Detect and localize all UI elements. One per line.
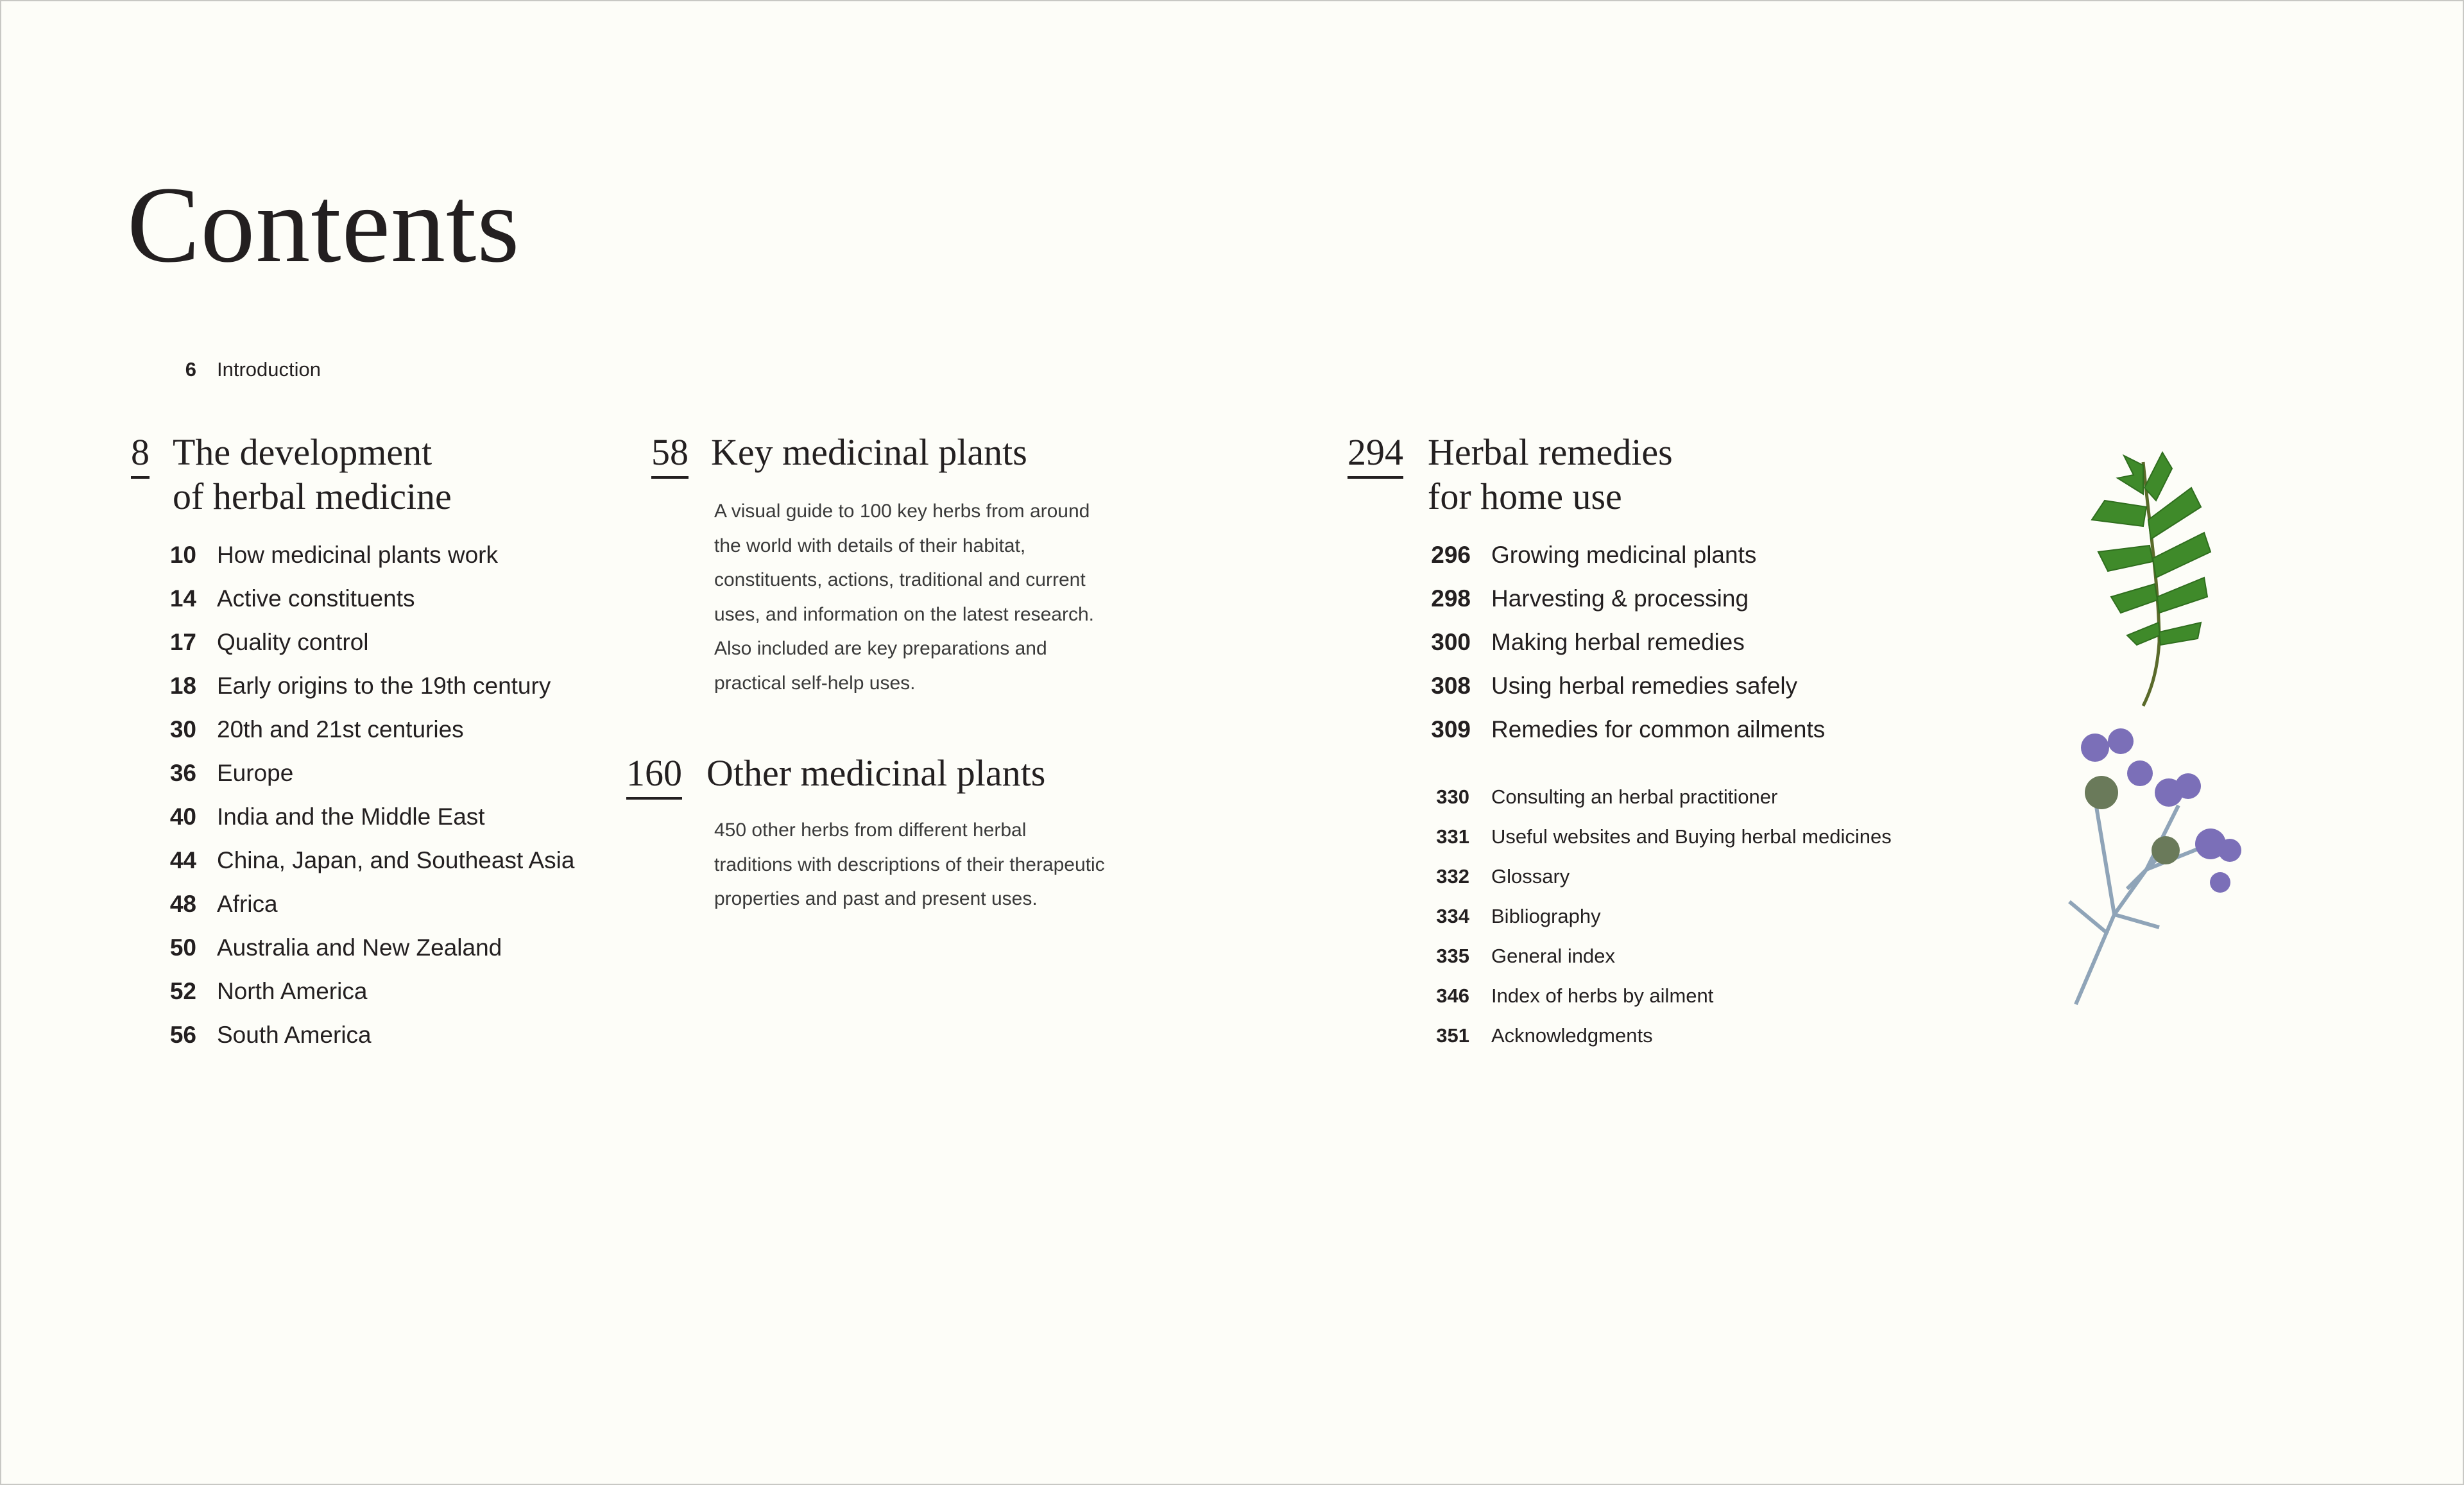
- page-number: 296: [1431, 542, 1471, 568]
- page-number: 346: [1436, 984, 1469, 1007]
- section-title-line: Other medicinal plants: [706, 752, 1046, 794]
- section-description: [714, 813, 1176, 916]
- entry-label: China, Japan, and Southeast Asia: [217, 847, 575, 873]
- page-number: 6: [185, 358, 196, 381]
- description-line: the world with details of their habitat,: [714, 535, 1026, 556]
- page-number: 36: [169, 760, 196, 786]
- page-number: 40: [169, 803, 196, 830]
- description-line: Also included are key preparations and: [714, 638, 1047, 659]
- section-title-development[interactable]: [173, 430, 452, 519]
- entry-label: Europe: [217, 760, 294, 786]
- section-page-number: 160: [626, 751, 682, 800]
- fern-leaf-illustration: [2047, 449, 2246, 712]
- section-page-number: 294: [1348, 430, 1403, 479]
- section-page-number: 8: [131, 430, 150, 479]
- entry-label: Useful websites and Buying herbal medicines: [1491, 825, 1892, 848]
- description-line: 450 other herbs from different herbal: [714, 820, 1027, 841]
- entry-label: Early origins to the 19th century: [217, 673, 551, 699]
- page-number: 17: [169, 629, 196, 655]
- description-line: uses, and information on the latest research.: [714, 603, 1095, 625]
- section-title-herbal-remedies[interactable]: [1428, 430, 1673, 519]
- page-number: 18: [169, 673, 196, 699]
- page-number: 331: [1436, 825, 1469, 848]
- section-title-other-medicinal-plants[interactable]: [706, 751, 1045, 795]
- page-number: 52: [169, 978, 196, 1004]
- page-number: 300: [1431, 629, 1471, 655]
- entry-label: Quality control: [217, 629, 369, 655]
- entry-label: Glossary: [1491, 865, 1570, 888]
- entry-label: How medicinal plants work: [217, 542, 499, 568]
- entry-label: Introduction: [217, 358, 321, 381]
- entry-label: Africa: [217, 891, 278, 917]
- page-number: 351: [1436, 1024, 1469, 1047]
- page-number: 14: [169, 585, 196, 612]
- entry-label: Bibliography: [1491, 905, 1601, 927]
- description-line: properties and past and present uses.: [714, 888, 1038, 909]
- page-number: 30: [169, 716, 196, 742]
- entry-label: Using herbal remedies safely: [1491, 673, 1798, 699]
- entry-label: Remedies for common ailments: [1491, 716, 1826, 742]
- entry-label: Index of herbs by ailment: [1491, 984, 1714, 1007]
- page-number: 48: [169, 891, 196, 917]
- page-number: 335: [1436, 945, 1469, 967]
- page-number: 50: [169, 934, 196, 961]
- description-line: constituents, actions, traditional and current: [714, 569, 1086, 590]
- section-page-number: 58: [651, 430, 689, 479]
- entry-label: Making herbal remedies: [1491, 629, 1745, 655]
- entry-label: General index: [1491, 945, 1616, 967]
- entry-label: Active constituents: [217, 585, 415, 612]
- description-line: A visual guide to 100 key herbs from around: [714, 501, 1090, 522]
- page-number: 309: [1431, 716, 1471, 742]
- section-title-line: Herbal remedies: [1428, 431, 1673, 473]
- page-number: 10: [169, 542, 196, 568]
- page-number: 330: [1436, 785, 1469, 808]
- section-description: [714, 494, 1176, 700]
- entry-label: South America: [217, 1022, 372, 1048]
- page-title: Contents: [127, 164, 520, 285]
- section-title-line: The development: [173, 431, 432, 473]
- page-number: 332: [1436, 865, 1469, 888]
- section-title-line: of herbal medicine: [173, 476, 452, 517]
- entry-label: Australia and New Zealand: [217, 934, 502, 961]
- page-number: 56: [169, 1022, 196, 1048]
- section-title-line: for home use: [1428, 476, 1622, 517]
- description-line: practical self-help uses.: [714, 672, 916, 694]
- entry-label: Growing medicinal plants: [1491, 542, 1757, 568]
- section-title-key-medicinal-plants[interactable]: [711, 430, 1027, 474]
- description-line: traditions with descriptions of their therapeutic: [714, 854, 1105, 875]
- entry-label: 20th and 21st centuries: [217, 716, 464, 742]
- page-number: 44: [169, 847, 196, 873]
- entry-label: Consulting an herbal practitioner: [1491, 785, 1778, 808]
- entry-label: Acknowledgments: [1491, 1024, 1653, 1047]
- page-number: 308: [1431, 673, 1471, 699]
- section-title-line: Key medicinal plants: [711, 431, 1027, 473]
- page-number: 298: [1431, 585, 1471, 612]
- entry-label: Harvesting & processing: [1491, 585, 1749, 612]
- page-number: 334: [1436, 905, 1469, 927]
- entry-label: India and the Middle East: [217, 803, 485, 830]
- sea-holly-flower-illustration: [2050, 722, 2255, 1017]
- entry-label: North America: [217, 978, 368, 1004]
